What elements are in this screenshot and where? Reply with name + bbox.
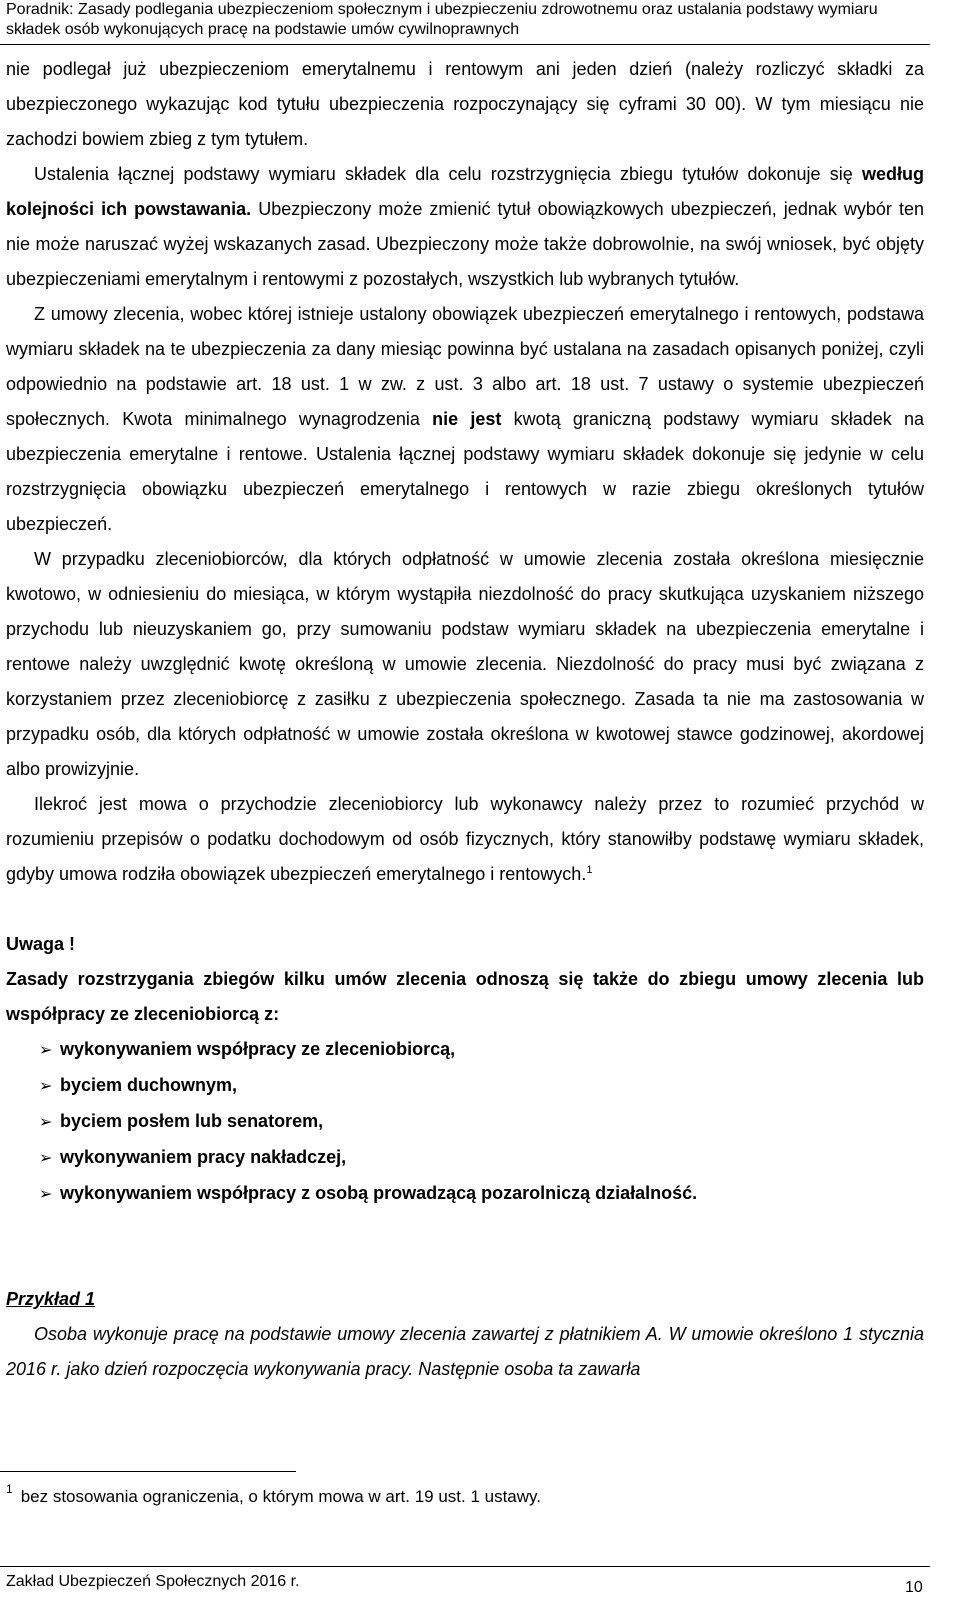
paragraph-order-of-titles bbox=[6, 157, 924, 297]
header-title-line-2: składek osób wykonujących pracę na podstawie umów cywilnoprawnych bbox=[6, 21, 520, 38]
example-title: Przykład 1 bbox=[6, 1289, 96, 1309]
document-body bbox=[6, 52, 924, 1387]
example-text: Osoba wykonuje pracę na podstawie umowy zlecenia zawartej z płatnikiem A. W umowie określono 1 stycznia 2016 r. jako dzień rozpoczęcia wykonywania pracy. Następnie osoba ta zawarła bbox=[6, 1324, 924, 1379]
footer-publisher: Zakład Ubezpieczeń Społecznych 2016 r. bbox=[6, 1573, 300, 1590]
footnote-divider bbox=[0, 1471, 296, 1472]
list-item-label: byciem posłem lub senatorem, bbox=[60, 1111, 324, 1131]
paragraph-text: Ilekroć jest mowa o przychodzie zleceniobiorcy lub wykonawcy należy przez to rozumieć przychód w rozumieniu przepisów o podatku dochodowym od osób fizycznych, który stanowiłby podstawę wymiaru składek, gdyby umowa rodziła obowiązek ubezpieczeń emerytalnego i rentowych. bbox=[6, 794, 924, 884]
paragraph-contract-basis bbox=[6, 297, 924, 542]
list-item bbox=[39, 1176, 924, 1212]
arrow-bullet-icon: ➢ bbox=[39, 1186, 53, 1203]
paragraph-text: kwotą graniczną podstawy wymiaru składek na ubezpieczenia emerytalne i rentowe. Ustalenia łącznej podstawy wymiaru składek dokonuje się jedynie w celu rozstrzygnięcia obowiązku ubezpieczeń emerytalnego i rentowych w razie zbiegu określonych tytułów ubezpieczeń. bbox=[6, 409, 924, 534]
arrow-bullet-icon: ➢ bbox=[39, 1114, 53, 1131]
list-item-label: byciem duchownym, bbox=[60, 1075, 238, 1095]
paragraph-income-definition bbox=[6, 787, 924, 892]
list-item-label: wykonywaniem pracy nakładczej, bbox=[60, 1147, 347, 1167]
paragraph-text: Ustalenia łącznej podstawy wymiaru składek dla celu rozstrzygnięcia zbiegu tytułów dokonuje się bbox=[34, 164, 862, 184]
warning-title: Uwaga ! bbox=[6, 934, 76, 954]
list-item bbox=[39, 1032, 924, 1068]
page-number: 10 bbox=[905, 1579, 923, 1596]
arrow-bullet-icon: ➢ bbox=[39, 1042, 53, 1059]
footnote bbox=[6, 1482, 906, 1508]
warning-list bbox=[6, 1032, 924, 1212]
list-item bbox=[39, 1104, 924, 1140]
footnote-reference[interactable]: 1 bbox=[586, 864, 593, 876]
arrow-bullet-icon: ➢ bbox=[39, 1150, 53, 1167]
list-item-label: wykonywaniem współpracy z osobą prowadzącą pozarolniczą działalność. bbox=[60, 1183, 698, 1203]
emphasis-text: według kolejności ich powstawania. bbox=[6, 164, 924, 219]
paragraph-continuation: nie podlegał już ubezpieczeniom emerytalnemu i rentowym ani jeden dzień (należy rozliczyć składki za ubezpieczonego wykazując kod tytułu ubezpieczenia rozpoczynający się cyframi 30 00). W tym miesiącu nie zachodzi bowiem zbieg z tym tytułem. bbox=[6, 59, 924, 149]
warning-text: Zasady rozstrzygania zbiegów kilku umów zlecenia odnoszą się także do zbiegu umowy zlecenia lub współpracy ze zleceniobiorcą z: bbox=[6, 969, 924, 1024]
paragraph-text: Ubezpieczony może zmienić tytuł obowiązkowych ubezpieczeń, jednak wybór ten nie może naruszać wyżej wskazanych zasad. Ubezpieczony może także dobrowolnie, na swój wniosek, być objęty ubezpieczeniami emerytalnym i rentowymi z pozostałych, wszystkich lub wybranych tytułów. bbox=[6, 199, 925, 289]
list-item bbox=[39, 1140, 924, 1176]
header-title-line-1: Poradnik: Zasady podlegania ubezpieczeniom społecznym i ubezpieczeniu zdrowotnemu oraz ustalania podstawy wymiaru bbox=[6, 1, 878, 18]
list-item bbox=[39, 1068, 924, 1104]
page-header bbox=[0, 0, 946, 40]
paragraph-text: Z umowy zlecenia, wobec której istnieje ustalony obowiązek ubezpieczeń emerytalnego i rentowych, podstawa wymiaru składek na te ubezpieczenia za dany miesiąc powinna być ustalana na zasadach opisanych poniżej, czyli odpowiednio na podstawie art. 18 ust. 1 w zw. z ust. 3 albo art. 18 ust. 7 ustawy o systemie ubezpieczeń społecznych. Kwota minimalnego wynagrodzenia bbox=[6, 304, 924, 429]
footnote-text: bez stosowania ograniczenia, o którym mowa w art. 19 ust. 1 ustawy. bbox=[20, 1487, 541, 1506]
paragraph-incapacity: W przypadku zleceniobiorców, dla których odpłatność w umowie zlecenia została określona miesięcznie kwotowo, w odniesieniu do miesiąca, w którym wystąpiła niezdolność do pracy skutkująca uzyskaniem niższego przychodu lub nieuzyskaniem go, przy sumowaniu podstaw wymiaru składek na ubezpieczenia emerytalne i rentowe należy uwzględnić kwotę określoną w umowie zlecenia. Niezdolność do pracy musi być związana z korzystaniem przez zleceniobiorcę z zasiłku z ubezpieczenia społecznego. Zasada ta nie ma zastosowania w przypadku osób, dla których odpłatność w umowie została określona w kwotowej stawce godzinowej, akordowej albo prowizyjnie. bbox=[6, 549, 924, 779]
list-item-label: wykonywaniem współpracy ze zleceniobiorcą, bbox=[60, 1039, 456, 1059]
footnote-mark: 1 bbox=[6, 1482, 13, 1496]
header-divider bbox=[0, 44, 930, 45]
arrow-bullet-icon: ➢ bbox=[39, 1078, 53, 1095]
footer-divider bbox=[0, 1566, 930, 1567]
emphasis-text: nie jest bbox=[432, 409, 502, 429]
